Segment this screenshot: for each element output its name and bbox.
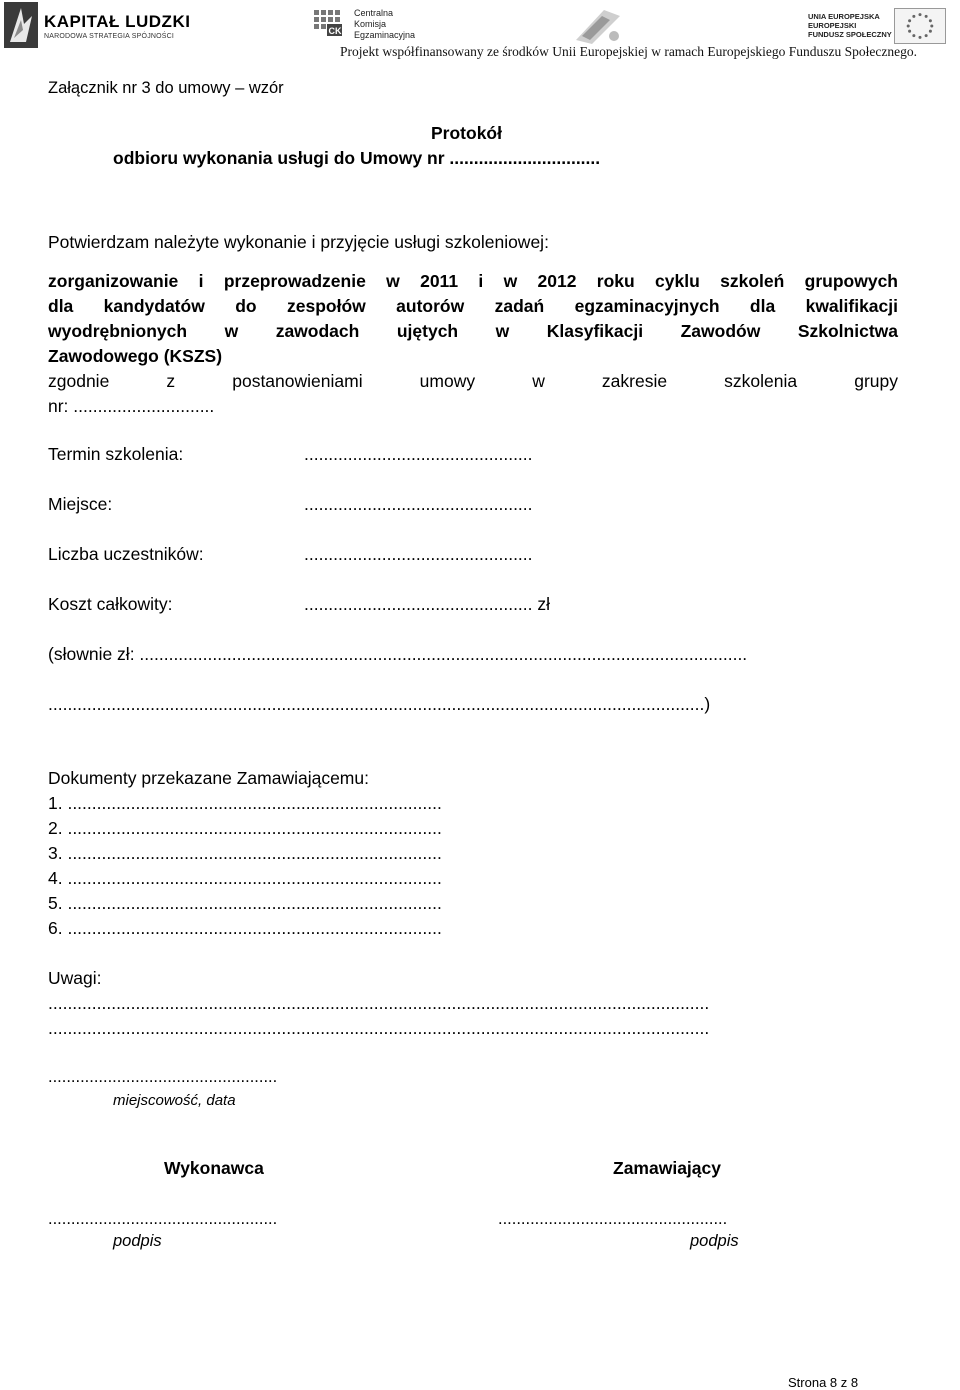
- cke-abbr: CK: [328, 26, 342, 36]
- remarks-line[interactable]: ........................................................................................................................................: [48, 993, 710, 1013]
- document-item[interactable]: 6. .............................................................................: [48, 918, 442, 938]
- cke-text: [354, 8, 415, 41]
- place-date-dots[interactable]: ..................................................: [48, 1068, 278, 1086]
- orderer-label: Zamawiający: [613, 1158, 721, 1178]
- confirm-text: Potwierdzam należyte wykonanie i przyjęcie usługi szkoleniowej:: [48, 232, 549, 252]
- field-label-uczestnicy: Liczba uczestników:: [48, 544, 204, 564]
- cke-grid-icon: [314, 10, 342, 36]
- field-value-miejsce[interactable]: ...............................................: [304, 494, 533, 514]
- remarks-line[interactable]: ........................................................................................................................................: [48, 1018, 710, 1038]
- kl-title: KAPITAŁ LUDZKI: [44, 12, 191, 31]
- signature-caption-right: podpis: [690, 1232, 739, 1250]
- field-label-termin: Termin szkolenia:: [48, 444, 184, 464]
- cke-logo: [314, 8, 454, 48]
- signature-dots-right[interactable]: ..................................................: [498, 1210, 728, 1228]
- eu-line: FUNDUSZ SPOŁECZNY: [808, 30, 892, 39]
- eu-text: [808, 12, 892, 39]
- document-item[interactable]: 5. .............................................................................: [48, 893, 442, 913]
- eu-line: UNIA EUROPEJSKA: [808, 12, 880, 21]
- scope-nr: nr: .............................: [48, 396, 215, 416]
- subject-line: zorganizowanie i przeprowadzenie w 2011 i w 2012 roku cyklu szkoleń grupowych: [48, 271, 898, 291]
- signature-caption-left: podpis: [113, 1232, 162, 1250]
- title-line-2: odbioru wykonania usługi do Umowy nr ...............................: [113, 148, 601, 168]
- field-value-uczestnicy[interactable]: ...............................................: [304, 544, 533, 564]
- page-number: Strona 8 z 8: [788, 1375, 859, 1390]
- field-value-koszt[interactable]: ............................................... zł: [304, 594, 551, 614]
- remarks-heading: Uwagi:: [48, 968, 102, 988]
- subject-line: Zawodowego (KSZS): [48, 346, 223, 366]
- oke-logo: [568, 6, 628, 46]
- document-item[interactable]: 1. .............................................................................: [48, 793, 442, 813]
- words-line-1[interactable]: (słownie zł: .............................................................................................................................: [48, 644, 748, 664]
- field-value-termin[interactable]: ...............................................: [304, 444, 533, 464]
- kapital-ludzki-mark-icon: [4, 2, 38, 48]
- funding-banner: Projekt współfinansowany ze środków Unii Europejskiej w ramach Europejskiego Funduszu Społecznego.: [340, 44, 918, 59]
- cke-line: Komisja: [354, 19, 387, 29]
- cke-line: Centralna: [354, 8, 394, 18]
- kapital-ludzki-logo: [4, 2, 204, 50]
- document-item[interactable]: 4. .............................................................................: [48, 868, 442, 888]
- signature-dots-left[interactable]: ..................................................: [48, 1210, 278, 1228]
- field-label-miejsce: Miejsce:: [48, 494, 113, 514]
- subject-line: wyodrębnionych w zawodach ujętych w Klasyfikacji Zawodów Szkolnictwa: [48, 321, 898, 341]
- annex-label: Załącznik nr 3 do umowy – wzór: [48, 79, 284, 97]
- oke-logo-icon: [568, 6, 628, 46]
- contractor-label: Wykonawca: [164, 1158, 264, 1178]
- cke-line: Egzaminacyjna: [354, 30, 416, 40]
- scope-line: zgodnie z postanowieniami umowy w zakresie szkolenia grupy: [48, 371, 898, 391]
- document-item[interactable]: 2. .............................................................................: [48, 818, 442, 838]
- place-date-caption: miejscowość, data: [113, 1092, 236, 1109]
- subject-line: dla kandydatów do zespołów autorów zadań egzaminacyjnych dla kwalifikacji: [48, 296, 898, 316]
- title-line-1: Protokół: [431, 123, 502, 143]
- documents-heading: Dokumenty przekazane Zamawiającemu:: [48, 768, 369, 788]
- eu-flag-icon: [894, 8, 946, 44]
- document-item[interactable]: 3. .............................................................................: [48, 843, 442, 863]
- kl-subtitle: NARODOWA STRATEGIA SPÓJNOŚCI: [44, 33, 175, 40]
- field-label-koszt: Koszt całkowity:: [48, 594, 173, 614]
- eu-line: EUROPEJSKI: [808, 21, 857, 30]
- words-line-2[interactable]: .......................................................................................................................................): [48, 694, 711, 714]
